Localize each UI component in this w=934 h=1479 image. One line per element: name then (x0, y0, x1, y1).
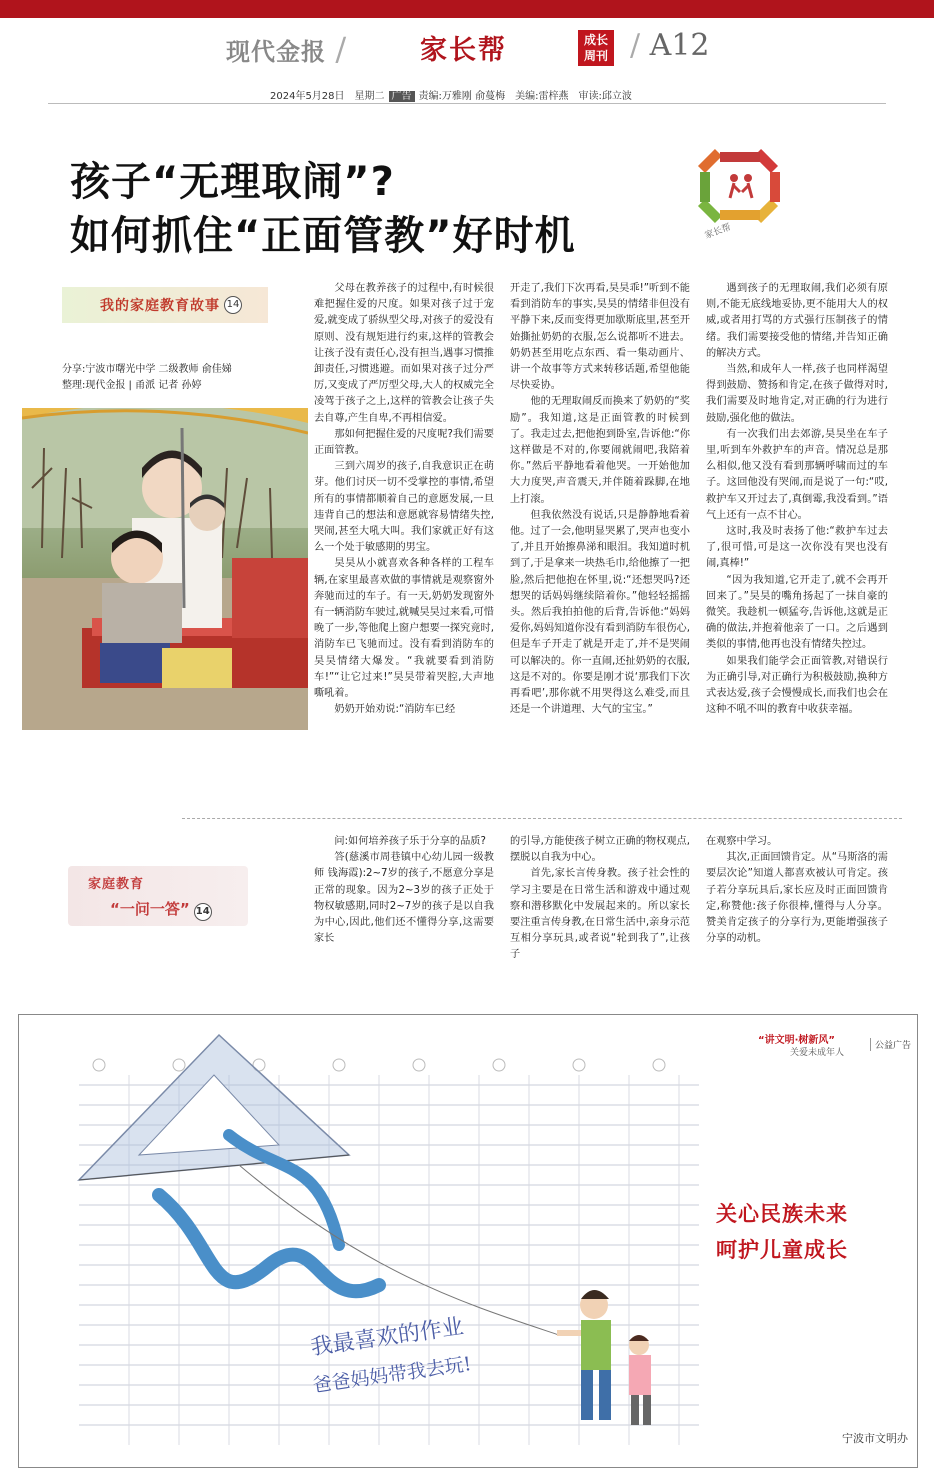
qa-column-1 (314, 834, 494, 947)
top-color-bar (0, 0, 934, 18)
paragraph: 父母在教养孩子的过程中,有时候很难把握住爱的尺度。如果对孩子过于宠爱,就变成了骄纵型父母,对孩子的爱没有原则、没有规矩进行约束,这样的管教会让孩子没有责任心,没有担当,遇事习惯推卸责任,习惯逃避。而如果对孩子过分严厉,又变成了严厉型父母,大人的权威完全凌驾于孩子之上,这样的管教会让孩子失去自尊,产生自卑,不再相信爱。 (314, 283, 494, 424)
paragraph: 奶奶开始劝说:“消防车已经 (334, 704, 456, 716)
ad-slogan-2: 呵护儿童成长 (716, 1238, 848, 1262)
paragraph: 当然,和成年人一样,孩子也同样渴望得到鼓励、赞扬和肯定,在孩子做得对时,我们需要及时地肯定,对正确的行为进行鼓励,强化他的做法。 (706, 364, 888, 424)
paragraph: 这时,我及时表扬了他:“救护车过去了,很可惜,可是这一次你没有哭也没有闹,真棒!” (706, 526, 888, 570)
series-number-badge: 14 (224, 296, 242, 314)
paragraph: 昊昊从小就喜欢各种各样的工程车辆,在家里最喜欢做的事情就是观察窗外奔驰而过的车子。有一天,奶奶发现窗外有一辆消防车驶过,就喊昊昊过来看,可惜晚了一步,等他爬上窗户想要一探究竟时,消防车已飞驰而过。没有看到消防车的昊昊情绪大爆发。“我就要看到消防车!”“让它过来!”昊昊带着哭腔,大声地嘶吼着。 (314, 558, 494, 700)
mother-and-child-photo (22, 408, 308, 730)
ad-handwriting-2: 爸爸妈妈带我去玩! (311, 1352, 473, 1397)
headline-line-2: 如何抓住“正面管教”好时机 (70, 213, 576, 259)
ad-campaign-subtitle: 关爱未成年人 (790, 1048, 845, 1058)
paragraph: 如果我们能学会正面管教,对错误行为正确引导,对正确行为积极鼓励,换种方式表达爱,孩子会慢慢成长,而我们也会在这种不吼不叫的教育中收获幸福。 (706, 655, 888, 716)
headline-line-1: 孩子“无理取闹”? (70, 159, 395, 205)
ad-slogan-1: 关心民族未来 (716, 1202, 848, 1226)
ad-sponsor: 宁波市文明办 (842, 1432, 908, 1445)
ad-handwriting-1: 我最喜欢的作业 (309, 1314, 466, 1361)
header-rule (48, 103, 886, 104)
ad-type-tag: 公益广告 (870, 1038, 911, 1051)
paragraph: 那如何把握住爱的尺度呢?我们需要正面管教。 (314, 428, 494, 457)
qa-banner-subtitle: “一问一答” 14 (110, 898, 212, 921)
page-number: / A12 (630, 28, 710, 63)
emblem-label: 家长帮 (703, 222, 733, 242)
paragraph: 其次,正面回馈肯定。从“马斯洛的需要层次论”知道人都喜欢被认可肯定。孩子若分享玩具后,家长应及时正面回馈肯定,称赞他:孩子你很棒,懂得与人分享。赞美肯定孩子的分享行为,更能增强孩子分享的动机。 (706, 852, 888, 945)
qa-column-3 (706, 834, 888, 947)
paragraph: 有一次我们出去郊游,昊昊坐在车子里,听到车外救护车的声音。情况总是那么相似,他又没有看到那辆呼啸而过的车子。这回他没有哭闹,而是说了一句:“哎,救护车又开过去了,真倒霉,我没看到。”语气上还有一点不甘心。 (706, 428, 888, 521)
series-number-badge: 14 (194, 903, 212, 921)
story-column-1 (314, 281, 494, 718)
my-family-education-story-banner: 我的家庭教育故事 14 (62, 287, 268, 323)
paragraph: 首先,家长言传身教。孩子社会性的学习主要是在日常生活和游戏中通过观察和潜移默化中发展起来的。所以家长要注重言传身教,在日常生活中,亲身示范互相分享玩具,或者说“轮到我了”,让孩子 (510, 868, 690, 961)
answer: 答(慈溪市周巷镇中心幼儿园一级教师 钱海霞):2~7岁的孩子,不愿意分享是正常的现象。因为2~3岁的孩子正处于物权敏感期,同时2~7岁的孩子是以自我为中心,因此,他们还不懂得分享,这需要家长 (314, 852, 494, 945)
story-column-2 (510, 281, 690, 718)
byline-author: 分享:宁波市曙光中学 二级教师 俞佳娣 (62, 364, 232, 375)
section-divider (182, 818, 902, 820)
section-title: 家长帮 (420, 35, 507, 66)
paragraph: 开走了,我们下次再看,昊昊乖!”听到不能看到消防车的事实,昊昊的情绪非但没有平静下来,反而变得更加歇斯底里,甚至开始撕扯奶奶的衣服,怎么说都听不进去。奶奶甚至用吃点东西、看一集动画片、讲一个故事等方式来转移话题,希望他能尽快妥协。 (510, 283, 690, 392)
paragraph: 在观察中学习。 (706, 836, 778, 847)
paragraph: 三到六周岁的孩子,自我意识正在萌芽。他们讨厌一切不受掌控的事情,希望所有的事情都顺着自己的意愿发展,一旦违背自己的想法和意愿就容易情绪失控,哭闹,甚至大吼大叫。我们家就正好有这么一个处于敏感期的男宝。 (314, 461, 494, 554)
story-column-3 (706, 281, 888, 718)
paragraph: “因为我知道,它开走了,就不会再开回来了。”昊昊的嘴角扬起了一抹自豪的微笑。我趁机一顿猛夸,告诉他,这就是正确的做法,并抱着他亲了一口。之后遇到类似的事情,他再也没有情绪失控过。 (706, 574, 888, 651)
byline-editor: 整理:现代金报 | 甬派 记者 孙婷 (62, 380, 202, 391)
growth-weekly-badge: 成长 周刊 (578, 30, 614, 66)
paragraph: 遇到孩子的无理取闹,我们必须有原则,不能无底线地妥协,更不能用大人的权威,或者用打骂的方式强行压制孩子的情绪。我们需要接受他的情绪,并告知正确的解决方式。 (706, 283, 888, 359)
paper-name: 现代金报 / (226, 30, 348, 68)
parents-help-emblem (694, 148, 786, 248)
paragraph: 但我依然没有说话,只是静静地看着他。过了一会,他明显哭累了,哭声也变小了,并且开始擦鼻涕和眼泪。我知道时机到了,于是拿来一块热毛巾,给他擦了一把脸,然后把他抱在怀里,说:“还想哭吗?还想哭的话妈妈继续陪着你。”他轻轻摇摇头。然后我拍拍他的后背,告诉他:“妈妈爱你,妈妈知道你没有看到消防车很伤心,但是车子开走了就是开走了,并不是哭闹可以解决的。你一直闹,还扯奶奶的衣服,这是不对的。你要是刚才说‘那我们下次再看吧’,那你就不用哭得这么难受,而且还是一个讲道理、大气的宝宝。” (510, 509, 690, 716)
qa-banner-title: 家庭教育 (88, 877, 145, 892)
paragraph: 他的无理取闹反而换来了奶奶的“奖励”。我知道,这是正面管教的时候到了。我走过去,把他抱到卧室,告诉他:“你这样做是不对的,你要闹就闹吧,我陪着你。”然后平静地看着他哭。一开始他加大力度哭,声音震天,并伴随着跺脚,在地上打滚。 (510, 396, 690, 505)
ad-campaign-title: “讲文明·树新风” (758, 1035, 835, 1046)
issue-meta-line: 2024年5月28日 星期二 广告 责编:万雅刚 俞蔓梅 美编:雷梓燕 审读:邱立波 (270, 91, 632, 102)
question: 问:如何培养孩子乐于分享的品质? (334, 836, 486, 847)
paragraph: 的引导,方能使孩子树立正确的物权观点,摆脱以自我为中心。 (510, 836, 690, 864)
qa-column-2 (510, 834, 690, 964)
